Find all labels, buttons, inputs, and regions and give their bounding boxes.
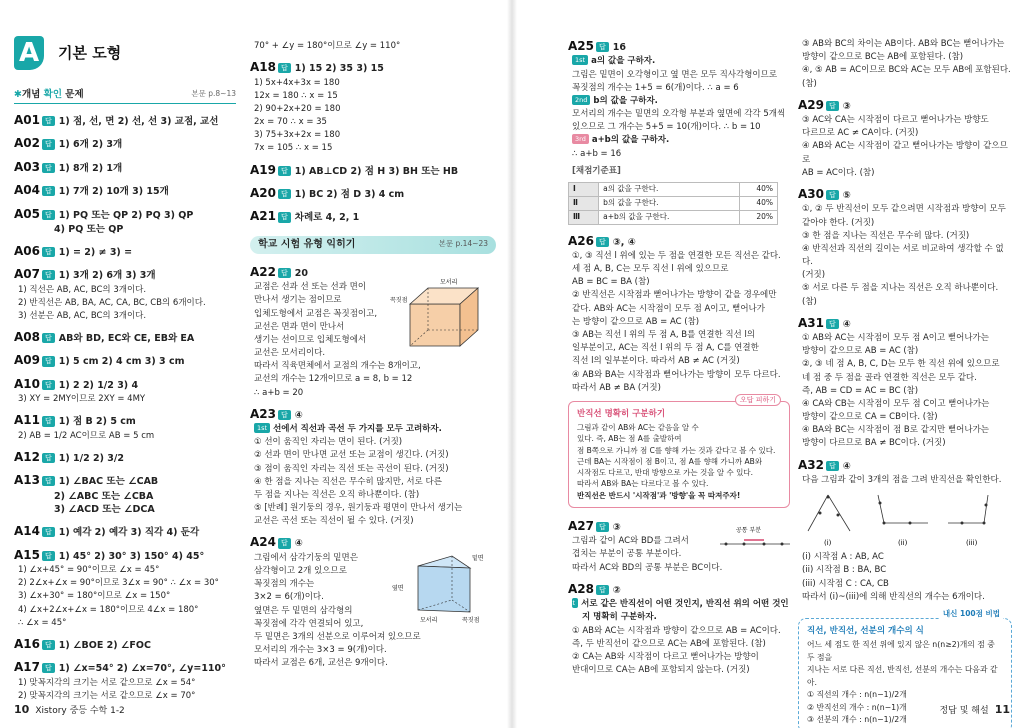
answer-A10: A10 답 1) 2 2) 1/2 3) 4 3) XY = 2MY이므로 2XY = 4MY xyxy=(14,376,146,405)
fig-label-i: (i) xyxy=(824,539,832,548)
right-footer: 정답 및 해설 11 xyxy=(939,702,1010,716)
note-box: 오답 피하기 반직선 명확히 구분하기 그림과 같이 AB와 AC는 같음을 알 수 있다. 즉, AB는 점 A를 출발하여 점 B쪽으로 가니까 점 C를 향해 가는 것과 같다고 볼 수 있다. 근데 BA는 시작점이 점 B이고, 점 A를 향해 가니까 AB와 시작점도 다르고, 반대 방향으로 가는 것을 알 수 있다. 따라서 AB와 BA는 다르다고 볼 수 있다. 반직선은 반드시 '시작점'과 '방향'을 꼭 따져주자! xyxy=(568,401,790,508)
tip-box: 내신 100점 비법 직선, 반직선, 선분의 개수의 식 어느 세 점도 한 직선 위에 있지 않은 n(n≥2)개의 점 중 두 점을 지나는 서로 다른 직선, 반직선, 선분의 개수는 다음과 같아. ① 직선의 개수 : n(n−1)/2개 ② 반직선의 개수 : n(n−1)개 ③ 선분의 개수 : n(n−1)/2개 xyxy=(798,618,1012,728)
answer-A32: A32 답 ④ 다음 그림과 같이 3개의 점을 그려 반직선을 확인한다. (i) (ii) (iii) (i) 시작점 A : AB, AC (ii) 시작점 B : BA, BC (iii) 시작점 C : CA, CB 따라서 (i)~(iii)에 의해 반직선의 개수는 6개이다. xyxy=(798,457,1012,604)
carryover-line: 70° + ∠y = 180°이므로 ∠y = 110° xyxy=(254,41,401,51)
table-row: Ⅱ b의 값을 구한다. 40% xyxy=(569,196,778,210)
answer-A09: A09 답 1) 5 cm 2) 4 cm 3) 3 cm xyxy=(14,353,185,368)
answer-A25: A25 답 16 1st a의 값을 구하자. 그림은 밑면이 오각형이고 옆 면은 모두 직사각형이므로 꼭짓점의 개수는 1+5 = 6(개)이다. ∴ a = 6 2nd b의 값을 구하자. 모서리의 개수는 밑면의 오각형 부분과 옆면에 각각 5개씩 있으므로 그 개수는 5+5 = 10(개)이다. ∴ b = 10 3rd a+b의 값을 구하자. ∴ a+b = 16 [채점기준표] Ⅰ a의 값을 구한다. 40% Ⅱ b의 값을 구한다. 40% Ⅲ a+b의 값을 구한다. 20% xyxy=(568,38,790,225)
fig-label-iii: (iii) xyxy=(966,539,978,548)
school-exam-banner: 학교 시험 유형 익히기 본문 p.14~23 xyxy=(250,236,496,254)
answer-A24: A24 답 ④ 그림에서 삼각기둥의 밑면은 삼각형이고 2개 있으므로 꼭짓점의 개수는 3×2 = 6(개)이다. 옆면은 두 밑면의 삼각형의 꼭짓점에 각각 연결되어 있고, 두 밑면은 3개의 선분으로 이루어져 있으므로 모서리의 개수는 3×3 = 9(개)이다. 따라서 교점은 6개, 교선은 9개이다. 밑면 옆면 모서리 꼭짓점 xyxy=(250,534,496,670)
left-footer: 10 Xistory 중등 수학 1-2 xyxy=(14,702,125,716)
answer-A15: A15 답 1) 45° 2) 30° 3) 150° 4) 45° 1) ∠x+45° = 90°이므로 ∠x = 45° 2) 2∠x+∠x = 90°이므로 3∠x = 90° ∴ ∠x = 30° 3) ∠x+30° = 180°이므로 ∠x = 150° 4) ∠x+2∠x+∠x = 180°이므로 4∠x = 180° ∴ ∠x = 45° xyxy=(14,547,219,628)
concept-header: ✱개념 확인 문제 본문 p.8~13 xyxy=(14,86,236,104)
answer-A05: A05 답 1) PQ 또는 QP 2) PQ 3) QP 4) PQ 또는 QP xyxy=(14,206,194,235)
answer-A21: A21 답 차례로 4, 2, 1 xyxy=(250,209,360,224)
answer-A26: A26 답 ③, ④ ①, ③ 직선 l 위에 있는 두 점을 연결한 모든 직선은 같다. 세 점 A, B, C는 모두 직선 l 위에 있으므로 AB = BC = BA (참) ② 반직선은 시작점과 뻗어나가는 방향이 같을 경우에만 같다. AB와 AC는 시작점이 모두 점 A이고, 뻗어나가 는 방향이 같으므로 AB = AC (참) ③ AB는 직선 l 위의 두 점 A, B를 연결한 직선 l의 일부분이고, AC는 직선 l 위의 두 점 A, C를 연결한 직선 l의 일부분이다. 따라서 AB ≠ AC (거짓) ④ AB와 BA는 시작점과 뻗어나가는 방향이 모두 다르다. 따라서 AB ≠ BA (거짓) xyxy=(568,233,781,393)
answer-A06: A06 답 1) = 2) ≠ 3) = xyxy=(14,243,133,258)
answer-A13: A13 답 1) ∠BAC 또는 ∠CAB 2) ∠ABC 또는 ∠CBA 3) ∠ACD 또는 ∠DCA xyxy=(14,473,159,516)
prism-figure xyxy=(390,546,490,626)
answer-A01: A01 답 1) 점, 선, 면 2) 선, 선 3) 교점, 교선 xyxy=(14,113,219,127)
vertex-label: 꼭짓점 xyxy=(462,617,480,625)
chapter-title: 기본 도형 xyxy=(58,44,122,62)
ray-figure xyxy=(798,489,1008,549)
answer-A22: A22 답 20 교점은 선과 선 또는 선과 면이 만나서 생기는 점이므로 입체도형에서 교점은 꼭짓점이고, 교선은 면과 면이 만나서 생기는 선이므로 입체도형에서 교선은 모서리이다. 따라서 직육면체에서 교점의 개수는 8개이고, 교선의 개수는 12개이므로 a = 8, b = 12 ∴ a+b = 20 꼭짓점 모서리 xyxy=(250,264,496,400)
answer-A08: A08 답 AB와 BD, EC와 CE, EB와 EA xyxy=(14,330,195,345)
answer-A02: A02 답 1) 6개 2) 3개 xyxy=(14,136,123,151)
answer-A31: A31 답 ④ ① AB와 AC는 시작점이 모두 점 A이고 뻗어나가는 방향이 같으므로 AB = AC (참) ②, ③ 네 점 A, B, C, D는 모두 한 직선 위에 있으므로 네 점 중 두 점을 골라 연결한 직선은 모두 같다. 즉, AB = CD = AC = BC (참) ④ CA와 CB는 시작점이 모두 점 C이고 뻗어나가는 방향이 같으므로 CA = CB이다. (참) ④ BA와 BC는 시작점이 점 B로 같지만 뻗어나가는 방향이 다르므로 BA ≠ BC이다. (거짓) xyxy=(798,315,1000,449)
answer-A16: A16 답 1) ∠BOE 2) ∠FOC xyxy=(14,636,151,651)
answer-A18: A18 답 1) 15 2) 35 3) 15 1) 5x+4x+3x = 180 12x = 180 ∴ x = 15 2) 90+2x+20 = 180 2x = 70 ∴ x = 35 3) 75+3x+2x = 180 7x = 105 ∴ x = 15 xyxy=(250,60,384,154)
answer-A07: A07 답 1) 3개 2) 6개 3) 3개 1) 직선은 AB, AC, BC의 3개이다. 2) 반직선은 AB, BA, AC, CA, BC, CB의 6개이다. 3) 선분은 AB, AC, BC의 3개이다. xyxy=(14,267,206,321)
scoring-table xyxy=(568,182,778,225)
common-segment-figure xyxy=(718,524,792,558)
note-badge: 오답 피하기 xyxy=(735,394,781,406)
answer-A12: A12 답 1) 1/2 2) 3/2 xyxy=(14,449,124,464)
answer-A20: A20 답 1) BC 2) 점 D 3) 4 cm xyxy=(250,185,405,200)
answer-A17: A17 답 1) ∠x=54° 2) ∠x=70°, ∠y=110° 1) 맞꼭지각의 크기는 서로 같으므로 ∠x = 54° 2) 맞꼭지각의 크기는 서로 같으므로 ∠x = 70° xyxy=(14,660,226,701)
ray-diagram-i xyxy=(808,495,850,547)
cuboid-figure xyxy=(390,276,490,356)
edge-label: 모서리 xyxy=(420,617,438,625)
fig-label-ii: (ii) xyxy=(898,539,908,548)
table-row: Ⅲ a+b의 값을 구한다. 20% xyxy=(569,210,778,224)
right-page xyxy=(512,0,1024,728)
side-label: 옆면 xyxy=(392,585,404,593)
tip-badge: 내신 100점 비법 xyxy=(940,609,1003,620)
answer-A23: A23 답 ④ 1st 선에서 직선과 곡선 두 가지를 모두 고려하자. ① 선이 움직인 자리는 면이 된다. (거짓) ② 선과 면이 만나면 교선 또는 교점이 생긴다. (거짓) ③ 점이 움직인 자리는 직선 또는 곡선이 된다. (거짓) ④ 한 점을 지나는 직선은 무수히 많지만, 서로 다른 두 점을 지나는 직선은 오직 하나뿐이다. (참) ⑤ [반례] 원기둥의 경우, 원기둥과 평면이 만나서 생기는 교선은 곡선 또는 직선이 될 수 있다. (거짓) xyxy=(250,406,463,527)
base-label: 밑면 xyxy=(472,555,484,563)
table-row: Ⅰ a의 값을 구한다. 40% xyxy=(569,182,778,196)
answer-A19: A19 답 1) AB⊥CD 2) 점 H 3) BH 또는 HB xyxy=(250,162,459,177)
answer-A14: A14 답 1) 예각 2) 예각 3) 직각 4) 둔각 xyxy=(14,524,200,539)
answer-A03: A03 답 1) 8개 2) 1개 xyxy=(14,159,123,174)
answer-A11: A11 답 1) 점 B 2) 5 cm 2) AB = 1/2 AC이므로 AB = 5 cm xyxy=(14,413,155,441)
vertex-label: 꼭짓점 xyxy=(390,296,408,304)
concept-page-ref: 본문 p.8~13 xyxy=(191,89,236,99)
left-column-1 xyxy=(14,86,236,709)
ray-diagram-ii xyxy=(878,495,928,547)
edge-label: 모서리 xyxy=(440,278,458,286)
common-label: 공통 부분 xyxy=(736,526,762,534)
left-column-2 xyxy=(250,40,496,676)
chapter-badge: A xyxy=(14,36,44,70)
ray-diagram-iii xyxy=(948,495,988,547)
right-column-1 xyxy=(565,38,790,683)
answer-A27: A27 답 ③ 그림과 같이 AC와 BD를 그려서 겹치는 부분이 공통 부분이다. 따라서 AC와 BD의 공통 부분은 BC이다. 공통 부분 xyxy=(568,518,790,575)
answer-A30: A30 답 ⑤ ①, ② 두 반직선이 모두 같으려면 시작점과 방향이 모두 같아야 한다. (거짓) ③ 한 점을 지나는 직선은 무수히 많다. (거짓) ④ 반직선과 직선의 길이는 서로 비교하여 생각할 수 없다. (거짓) ⑤ 서로 다른 두 점을 지나는 직선은 오직 하나뿐이다. (참) xyxy=(798,186,1006,307)
answer-A04: A04 답 1) 7개 2) 10개 3) 15개 xyxy=(14,183,169,198)
answer-A28: A28 답 ② 1st 서로 같은 반직선이 어떤 것인지, 반직선 위의 어떤 것인지 명확히 구분하자. ① AB와 AC는 시작점과 방향이 같으므로 AB = AC이다. 즉, 두 반직선이 같으므로 AC는 AB에 포함된다. (참) ② CA는 AB와 시작점이 다르고 뻗어나가는 방향이 반대이므로 CA는 AB에 포함되지 않는다. (거짓) xyxy=(565,581,789,676)
answer-A29: A29 답 ③ ③ AC와 CA는 시작점이 다르고 뻗어나가는 방향도 다르므로 AC ≠ CA이다. (거짓) ④ AB와 AC는 시작점이 같고 뻗어나가는 방향이 같으므로 AB = AC이다. (참) xyxy=(798,97,1008,178)
right-column-2: ③ AB와 BC의 차이는 AB이다. AB와 BC는 뻗어나가는 방향이 같으므로 BC는 AB에 포함된다. (참) ④, ⑤ AB = AC이므로 BC와 AC는 모두 AB에 포함된다. (참) A29 답 ③ ③ AC와 CA는 시작점이 다르고 뻗어나가는 방향도 다르므로 AC ≠ CA이다. (거짓) ④ AB와 AC는 시작점이 같고 뻗어나가는 방향이 같으므로 AB = AC이다. (참) A30 답 ⑤ ①, ② 두 반직선이 모두 같으려면 시작점과 방향이 모두 같아야 한다. (거짓) ③ 한 점을 지나는 직선은 무수히 많다. (거짓) ④ 반직선과 직선의 길이는 서로 비교하여 생각할 수 없다. (거짓) ⑤ 서로 다른 두 점을 지나는 직선은 오직 하나뿐이다. (참) A31 답 ④ ① AB와 AC는 시작점이 모두 점 A이고 뻗어나가는 방향이 같으므로 AB = AC (참) ②, ③ 네 점 A, B, C, D는 모두 한 직선 위에 있으므로 네 점 중 두 점을 골라 연결한 직선은 모두 같다. 즉, AB = CD = AC = BC (참) ④ CA와 CB는 시작점이 모두 점 C이고 뻗어나가는 방향이 같으므로 CA = CB이다. (참) ④ BA와 BC는 시작점이 점 B로 같지만 뻗어나가는 방향이 다르므로 BA ≠ BC이다. (거짓) A32 답 ④ 다음 그림과 같이 3개의 점을 그려 반직선을 확인한다. (i) (ii) (iii) (i) 시작점 A : AB, AC (ii) 시작점 B : BA, BC (iii) 시작점 C : CA, CB 따라서 (i)~(iii)에 의해 반직선의 개수는 6개이다. 내신 100점 비법 직선, 반직선, 선분의 개수의 식 어느 세 점도 한 직선 위에 있지 않은 n(n≥2)개의 점 중 두 점을 지나는 서로 다른 직선, 반직선, 선분의 개수는 다음과 같아. ① 직선의 개수 : n(n−1)/2개 ② 반직선의 개수 : n(n−1)개 ③ 선분의 개수 : n(n−1)/2개 xyxy=(798,38,1012,728)
